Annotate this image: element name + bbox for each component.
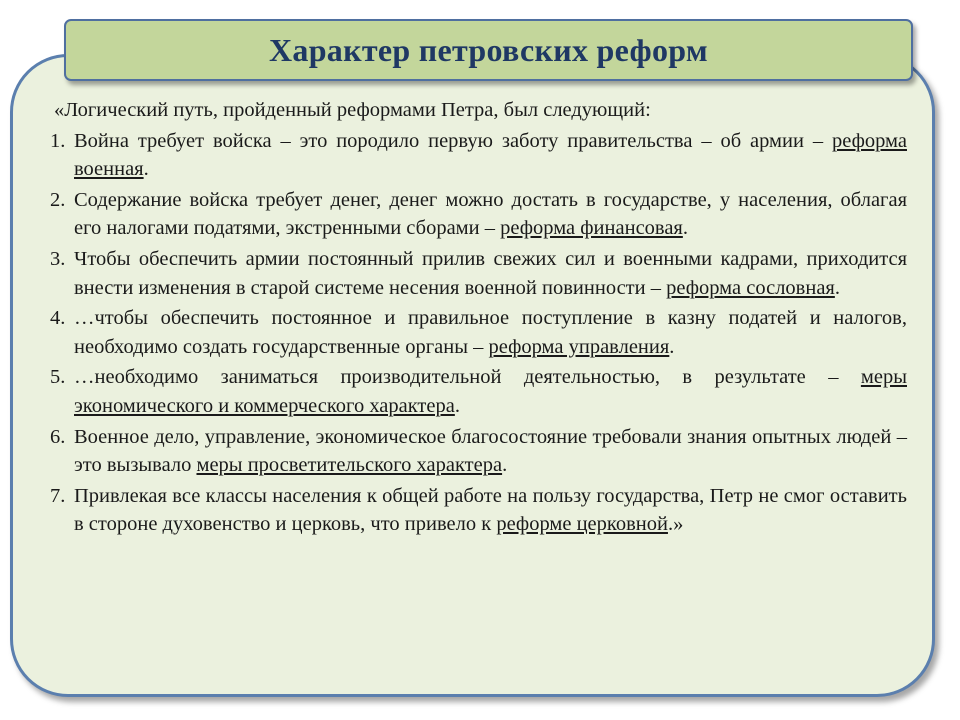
list-item (50, 363, 907, 420)
item-reform-name: меры просветительского характера (196, 454, 503, 477)
list-item (50, 423, 907, 480)
item-text: …чтобы обеспечить постоянное и правильное поступление в казну податей и налогов, необходимо создать государственные органы – (74, 307, 907, 358)
item-number: 3. (50, 247, 66, 270)
intro-text: «Логический путь, пройденный реформами Петра, был следующий: (54, 99, 651, 121)
item-number: 7. (50, 484, 66, 507)
item-number: 5. (50, 366, 66, 389)
item-number: 4. (50, 307, 66, 330)
item-text: Содержание войска требует денег, денег можно достать в государстве, у населения, облагая его налогами податями, экстренными сборами – (74, 188, 907, 240)
item-reform-name: меры экономического и коммерческого характера (74, 366, 907, 417)
item-tail: . (502, 454, 508, 477)
item-tail: . (669, 335, 675, 358)
list-item (50, 245, 907, 302)
item-tail: .» (667, 513, 684, 536)
list-item (50, 127, 907, 184)
item-text: Чтобы обеспечить армии постоянный прилив свежих сил и военными кадрами, приходится внести изменения в старой системе несения военной повинности – (74, 247, 907, 299)
item-reform-name: реформа сословная (666, 276, 835, 299)
item-reform-name: реформа финансовая (500, 217, 683, 240)
item-text: …необходимо заниматься производительной деятельностью, в результате – (74, 366, 861, 389)
list-item (50, 186, 907, 243)
list-item (50, 482, 907, 539)
item-reform-name: реформа военная (74, 129, 907, 181)
item-number: 1. (50, 129, 66, 152)
item-reform-name: реформа управления (488, 335, 670, 358)
item-number: 6. (50, 425, 66, 448)
slide-title: Характер петровских реформ (268, 31, 708, 68)
list-item (50, 304, 907, 361)
item-reform-name: реформе церковной (496, 513, 668, 536)
item-text: Привлекая все классы населения к общей работе на пользу государства, Петр не смог оставить в стороне духовенство и церковь, что привело к (74, 484, 907, 536)
item-number: 2. (50, 188, 66, 211)
item-text: Война требует войска – это породило первую заботу правительства – об армии – (74, 129, 832, 152)
item-tail: . (834, 276, 840, 299)
title-bar (64, 19, 913, 81)
item-tail: . (682, 217, 688, 240)
reform-list (50, 127, 907, 539)
body-text (50, 96, 907, 541)
item-text: Военное дело, управление, экономическое благосостояние требовали знания опытных людей – это вызывало (74, 425, 907, 477)
item-tail: . (454, 394, 460, 417)
item-tail: . (143, 158, 149, 181)
